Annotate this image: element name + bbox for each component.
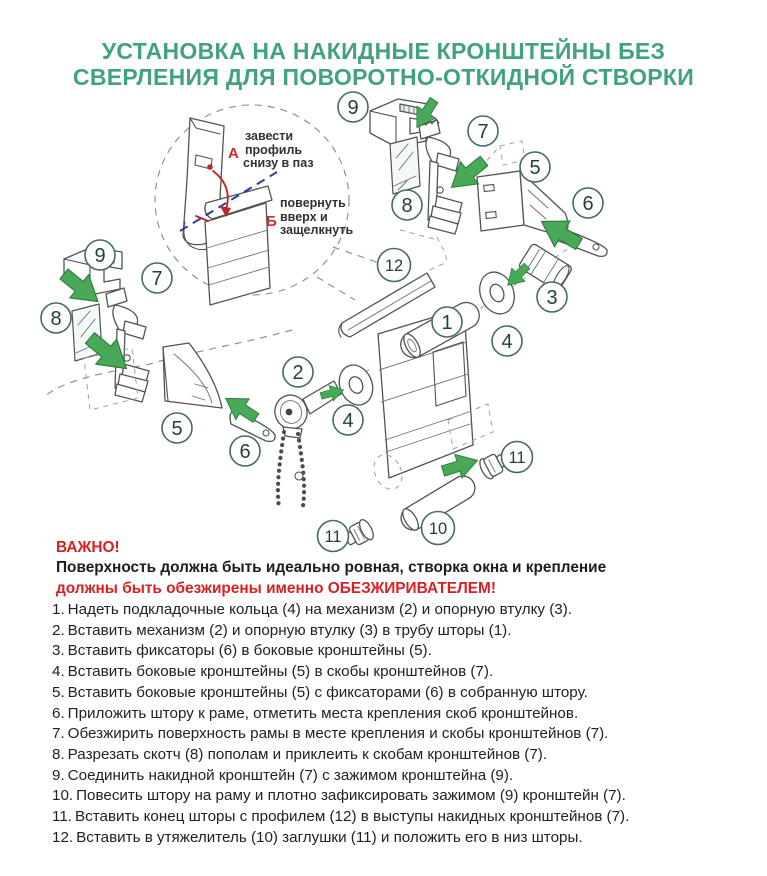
svg-text:3: 3 [546, 287, 558, 309]
svg-text:4: 4 [501, 331, 513, 353]
callout-4-left [333, 405, 363, 435]
svg-text:11: 11 [324, 528, 342, 546]
svg-text:5: 5 [171, 418, 183, 440]
inset-label-b: Б [266, 213, 277, 230]
step-item-11: 11. Вставить конец шторы с профилем (12) в выступы накидных кронштейнов (7). [52, 808, 630, 826]
important-line1: Поверхность должна быть идеально ровная, створка окна и крепление [56, 559, 607, 576]
callout-8-right [392, 190, 422, 220]
step-item-8: 8. Разрезать скотч (8) пополам и приклеить к скобам кронштейнов (7). [52, 745, 548, 763]
callout-8-left [41, 303, 71, 333]
bead-chain-right [298, 434, 304, 506]
callout-12 [378, 249, 411, 282]
callout-3 [537, 282, 567, 312]
svg-text:6: 6 [582, 193, 594, 215]
callout-2 [283, 357, 313, 387]
inset-caption-a3: снизу в паз [243, 156, 314, 170]
inset-caption-b1: повернуть [280, 196, 346, 210]
svg-text:12: 12 [384, 257, 404, 275]
step-item-1: 1. Надеть подкладочные кольца (4) на механизм (2) и опорную втулку (3). [52, 601, 573, 618]
bead-chain-left [278, 432, 284, 508]
svg-text:4: 4 [342, 410, 354, 432]
svg-text:7: 7 [151, 268, 163, 290]
support-ring-left [333, 360, 378, 410]
page-title-line2: СВЕРЛЕНИЯ ДЛЯ ПОВОРОТНО-ОТКИДНОЙ СТВОРКИ [72, 64, 695, 90]
step-item-2: 2. Вставить механизм (2) и опорную втулку (3) в трубу шторы (1). [52, 621, 512, 639]
callout-9-left [85, 240, 115, 270]
step-item-4: 4. Вставить боковые кронштейны (5) в скобы кронштейнов (7). [52, 663, 494, 681]
callout-5-left [162, 413, 192, 443]
callout-6-left [230, 436, 260, 466]
inset-pivot-dot [207, 164, 213, 170]
svg-text:9: 9 [94, 245, 106, 267]
inset-caption-a2: профиль [245, 143, 303, 157]
important-line2-prefix: должны быть обезжирены именно [56, 579, 328, 597]
side-bracket-left [163, 343, 222, 408]
callout-5-right [520, 152, 550, 182]
step-item-3: 3. Вставить фиксаторы (6) в боковые кронштейны (5). [52, 642, 432, 660]
important-line2 [56, 579, 606, 600]
important-heading: ВАЖНО! [56, 539, 120, 556]
callout-4-right [492, 326, 522, 356]
chain-mechanism [270, 381, 341, 508]
inset-detail-bubble [155, 105, 353, 305]
step-item-10: 10. Повесить штору на раму и плотно зафиксировать зажимом (9) кронштейн (7). [52, 787, 626, 805]
callout-11-right [502, 442, 533, 473]
callout-9-right [338, 92, 368, 122]
callout-7-left [142, 263, 172, 293]
important-note [56, 538, 606, 599]
page-title-line1: УСТАНОВКА НА НАКИДНЫЕ КРОНШТЕЙНЫ БЕЗ [101, 38, 666, 64]
svg-text:11: 11 [508, 449, 526, 467]
callout-7-right [468, 116, 498, 146]
svg-text:5: 5 [529, 157, 541, 179]
svg-text:8: 8 [401, 195, 413, 217]
step-item-12: 12. Вставить в утяжелитель (10) заглушки (11) и положить его в низ шторы. [52, 828, 583, 846]
step-item-5: 5. Вставить боковые кронштейны (5) с фиксаторами (6) в собранную штору. [52, 683, 588, 701]
inset-label-a: А [228, 145, 239, 162]
svg-text:10: 10 [428, 520, 448, 538]
inset-caption-a1: завести [245, 129, 294, 143]
inset-caption-b2: вверх и [280, 210, 328, 224]
important-line2-emphasis: ОБЕЗЖИРИВАТЕЛЕМ! [327, 579, 496, 597]
svg-text:8: 8 [50, 308, 62, 330]
svg-text:2: 2 [292, 362, 304, 384]
callout-6-right [573, 188, 603, 218]
inset-caption-b3: защелкнуть [280, 223, 354, 237]
svg-text:9: 9 [347, 97, 359, 119]
instruction-steps [52, 600, 629, 848]
svg-text:6: 6 [239, 441, 251, 463]
inset-blind-profile [205, 186, 272, 305]
step-item-6: 6. Приложить штору к раме, отметить места крепления скоб кронштейнов. [52, 704, 579, 722]
tape-part-right [390, 137, 420, 194]
svg-text:1: 1 [441, 312, 453, 334]
callout-1 [432, 307, 462, 337]
step-item-7: 7. Обезжирить поверхность рамы в месте крепления и скобы кронштейнов (7). [52, 725, 609, 743]
svg-text:7: 7 [477, 121, 489, 143]
step-item-9: 9. Соединить накидной кронштейн (7) с зажимом кронштейна (9). [52, 766, 514, 784]
